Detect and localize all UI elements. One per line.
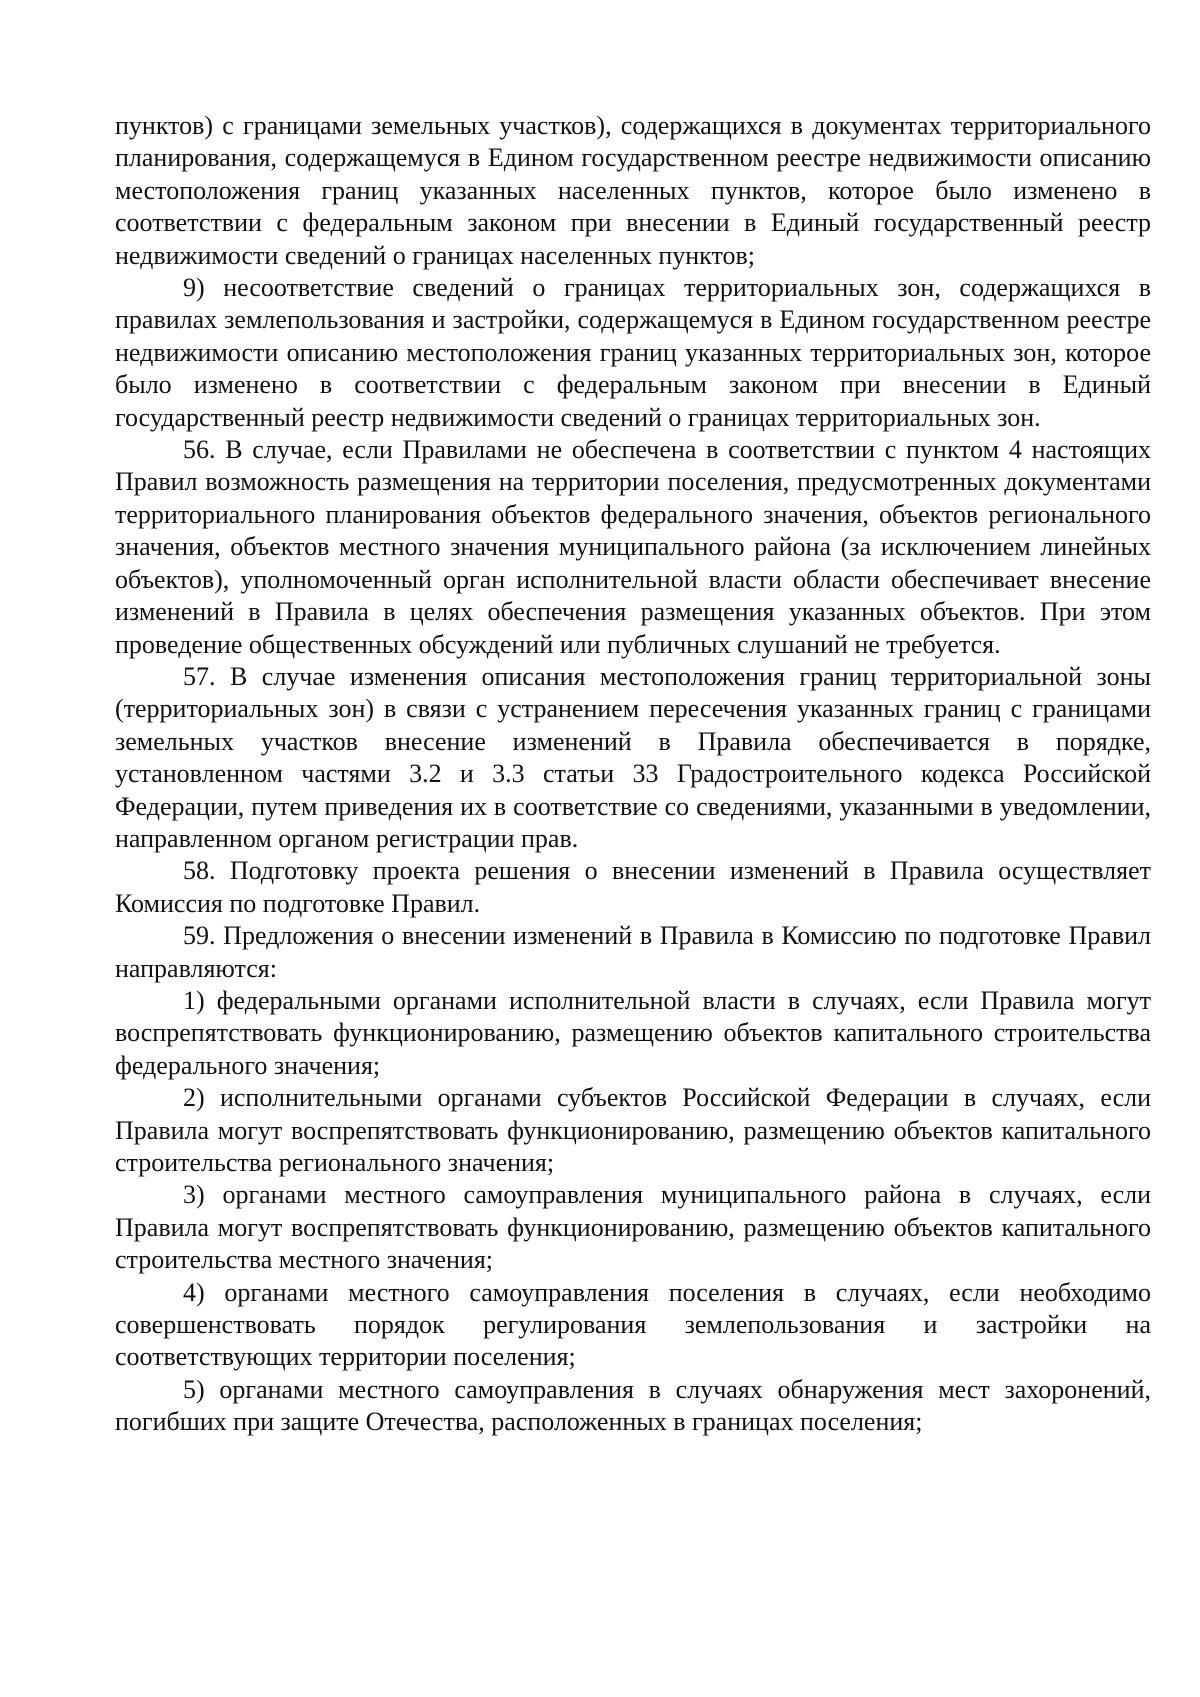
paragraph-continuation: пунктов) с границами земельных участков), содержащихся в документах территориального планирования, содержащемуся в Едином государственном реестре недвижимости описанию местоположения границ указанных населенных пунктов, которое было изменено в соответствии с федеральным законом при внесении в Единый государственный реестр недвижимости сведений о границах населенных пунктов; bbox=[115, 111, 1151, 270]
paragraph-59-item-1: 1) федеральными органами исполнительной власти в случаях, если Правила могут воспрепятствовать функционированию, размещению объектов капитального строительства федерального значения; bbox=[115, 985, 1151, 1080]
paragraph-59-item-2: 2) исполнительными органами субъектов Российской Федерации в случаях, если Правила могут воспрепятствовать функционированию, размещению объектов капитального строительства регионального значения; bbox=[115, 1083, 1151, 1177]
paragraph-item-9: 9) несоответствие сведений о границах территориальных зон, содержащихся в правилах землепользования и застройки, содержащемуся в Едином государственном реестре недвижимости описанию местоположения границ указанных территориальных зон, которое было изменено в соответствии с федеральным законом при внесении в Единый государственный реестр недвижимости сведений о границах территориальных зон. bbox=[115, 273, 1151, 432]
paragraph-57: 57. В случае изменения описания местоположения границ территориальной зоны (территориальных зон) в связи с устранением пересечения указанных границ с границами земельных участков внесение изменений в Правила обеспечивается в порядке, установленном частями 3.2 и 3.3 статьи 33 Градостроительного кодекса Российской Федерации, путем приведения их в соответствие со сведениями, указанными в уведомлении, направленном органом регистрации прав. bbox=[115, 661, 1151, 853]
paragraph-59: 59. Предложения о внесении изменений в Правила в Комиссию по подготовке Правил направляются: bbox=[115, 921, 1151, 983]
paragraph-59-item-3: 3) органами местного самоуправления муниципального района в случаях, если Правила могут воспрепятствовать функционированию, размещению объектов капитального строительства местного значения; bbox=[115, 1180, 1151, 1275]
paragraph-58: 58. Подготовку проекта решения о внесении изменений в Правила осуществляет Комиссия по подготовке Правил. bbox=[115, 856, 1151, 918]
paragraph-56: 56. В случае, если Правилами не обеспечена в соответствии с пунктом 4 настоящих Правил возможность размещения на территории поселения, предусмотренных документами территориального планирования объектов федерального значения, объектов регионального значения, объектов местного значения муниципального района (за исключением линейных объектов), уполномоченный орган исполнительной власти области обеспечивает внесение изменений в Правила в целях обеспечения размещения указанных объектов. При этом проведение общественных обсуждений или публичных слушаний не требуется. bbox=[115, 435, 1151, 659]
paragraph-59-item-5: 5) органами местного самоуправления в случаях обнаружения мест захоронений, погибших при защите Отечества, расположенных в границах поселения; bbox=[115, 1374, 1151, 1437]
paragraph-59-item-4: 4) органами местного самоуправления поселения в случаях, если необходимо совершенствовать порядок регулирования землепользования и застройки на соответствующих территории поселения; bbox=[115, 1277, 1151, 1372]
document-page bbox=[115, 110, 1151, 1439]
